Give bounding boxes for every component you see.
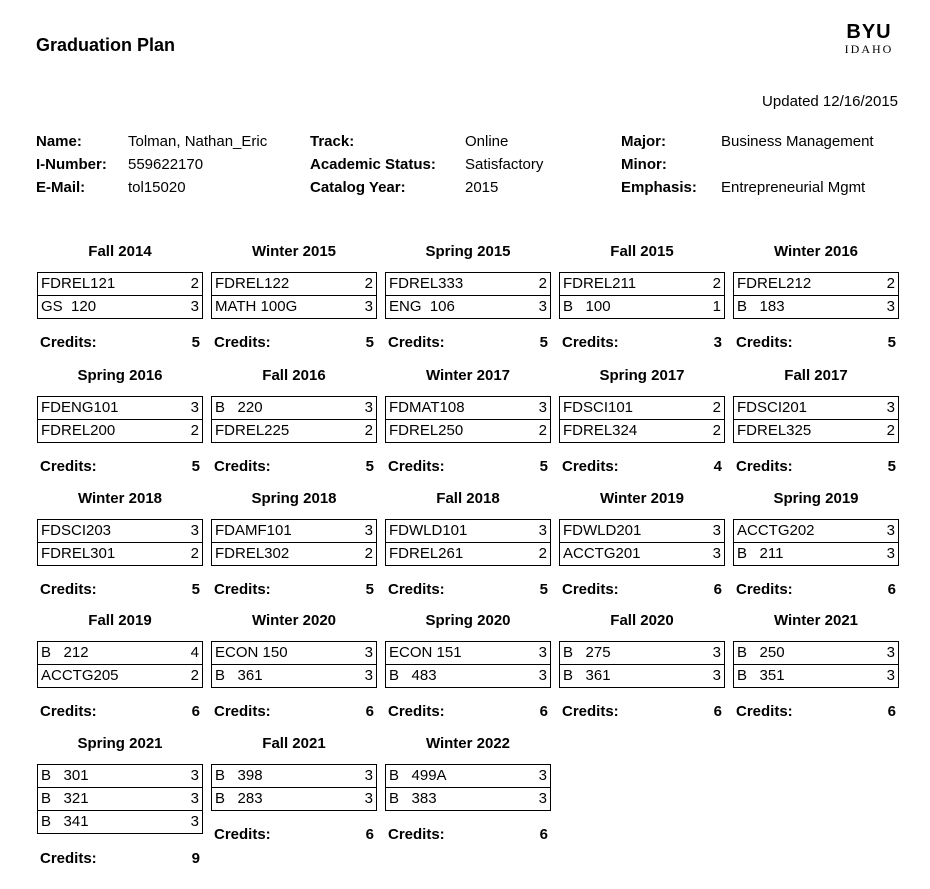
course-credits: 3 — [886, 522, 895, 539]
semester-credits — [388, 581, 548, 599]
course-credits: 3 — [538, 667, 547, 684]
course-credits: 2 — [364, 422, 373, 439]
semester-credits — [736, 581, 896, 599]
credits-label: Credits: — [214, 458, 271, 475]
course-credits: 2 — [538, 422, 547, 439]
course-credits: 3 — [886, 298, 895, 315]
semester-title: Spring 2015 — [425, 243, 511, 260]
course-row — [386, 642, 550, 664]
course-row — [734, 295, 898, 318]
course-credits: 3 — [886, 644, 895, 661]
credits-label: Credits: — [214, 581, 271, 598]
course-code: FDREL250 — [389, 422, 464, 439]
semester-credits — [214, 458, 374, 476]
credits-total: 5 — [539, 458, 548, 475]
course-list — [385, 641, 551, 688]
course-list — [385, 519, 551, 566]
course-row — [386, 295, 550, 318]
semester-title: Winter 2016 — [773, 243, 859, 260]
credits-label: Credits: — [40, 703, 97, 720]
course-credits: 3 — [190, 813, 199, 830]
info-row-emphasis — [621, 176, 874, 199]
info-row-academic-status — [310, 153, 543, 176]
course-row — [212, 520, 376, 542]
course-credits: 2 — [364, 275, 373, 292]
course-row — [212, 765, 376, 787]
semester-title: Spring 2019 — [773, 490, 859, 507]
info-label: E-Mail: — [36, 179, 86, 196]
course-row — [734, 664, 898, 687]
course-list — [733, 641, 899, 688]
credits-label: Credits: — [562, 581, 619, 598]
course-credits: 3 — [364, 767, 373, 784]
course-credits: 3 — [364, 667, 373, 684]
course-row — [386, 765, 550, 787]
course-row — [38, 810, 202, 833]
semester-credits — [562, 703, 722, 721]
semester-credits — [736, 458, 896, 476]
course-code: B 212 — [41, 644, 89, 661]
course-code: FDSCI201 — [737, 399, 808, 416]
course-credits: 3 — [538, 399, 547, 416]
course-code: ACCTG202 — [737, 522, 815, 539]
course-list — [211, 764, 377, 811]
course-code: FDREL261 — [389, 545, 464, 562]
course-code: FDREL324 — [563, 422, 638, 439]
credits-label: Credits: — [214, 703, 271, 720]
course-code: FDREL212 — [737, 275, 812, 292]
credits-label: Credits: — [562, 703, 619, 720]
course-row — [38, 273, 202, 295]
credits-label: Credits: — [736, 581, 793, 598]
course-row — [734, 397, 898, 419]
semester-title: Winter 2020 — [251, 612, 337, 629]
semester-title: Spring 2017 — [599, 367, 685, 384]
semester-title: Fall 2019 — [88, 612, 152, 629]
credits-total: 5 — [365, 334, 374, 351]
course-code: ACCTG205 — [41, 667, 119, 684]
course-row — [38, 642, 202, 664]
course-row — [560, 664, 724, 687]
course-row — [212, 787, 376, 810]
credits-total: 5 — [191, 458, 200, 475]
credits-total: 6 — [713, 581, 722, 598]
semester-credits — [562, 458, 722, 476]
info-value: Entrepreneurial Mgmt — [721, 179, 866, 196]
course-code: ACCTG201 — [563, 545, 641, 562]
course-row — [38, 520, 202, 542]
course-code: B 499A — [389, 767, 447, 784]
course-credits: 3 — [712, 667, 721, 684]
course-credits: 3 — [364, 298, 373, 315]
course-credits: 2 — [712, 275, 721, 292]
course-credits: 3 — [538, 522, 547, 539]
semester-credits — [40, 334, 200, 352]
course-credits: 2 — [712, 399, 721, 416]
credits-total: 5 — [191, 334, 200, 351]
info-label: Name: — [36, 133, 82, 150]
info-value: tol15020 — [128, 179, 186, 196]
course-credits: 3 — [712, 522, 721, 539]
course-code: B 351 — [737, 667, 785, 684]
course-code: B 183 — [737, 298, 785, 315]
course-row — [38, 664, 202, 687]
course-list — [559, 641, 725, 688]
course-list — [211, 272, 377, 319]
course-row — [734, 273, 898, 295]
student-info-column-1 — [36, 130, 267, 199]
semester-credits — [388, 703, 548, 721]
course-row — [212, 664, 376, 687]
course-credits: 2 — [886, 275, 895, 292]
info-row-minor — [621, 153, 874, 176]
info-label: I-Number: — [36, 156, 107, 173]
info-row-major — [621, 130, 874, 153]
course-credits: 2 — [190, 667, 199, 684]
info-value: 2015 — [465, 179, 499, 196]
course-list — [733, 396, 899, 443]
course-list — [385, 272, 551, 319]
credits-label: Credits: — [40, 334, 97, 351]
course-code: B 383 — [389, 790, 437, 807]
credits-total: 5 — [887, 458, 896, 475]
semester-title: Winter 2019 — [599, 490, 685, 507]
course-code: FDREL301 — [41, 545, 116, 562]
course-credits: 3 — [886, 399, 895, 416]
course-code: B 220 — [215, 399, 263, 416]
course-credits: 3 — [538, 767, 547, 784]
course-code: B 283 — [215, 790, 263, 807]
course-code: B 301 — [41, 767, 89, 784]
credits-label: Credits: — [736, 334, 793, 351]
course-list — [37, 396, 203, 443]
course-code: B 100 — [563, 298, 611, 315]
course-row — [38, 542, 202, 565]
semester-title: Winter 2021 — [773, 612, 859, 629]
course-code: MATH 100G — [215, 298, 298, 315]
info-label: Major: — [621, 133, 666, 150]
semester-title: Spring 2016 — [77, 367, 163, 384]
credits-total: 5 — [365, 458, 374, 475]
course-row — [560, 520, 724, 542]
semester-credits — [562, 334, 722, 352]
course-row — [734, 642, 898, 664]
semester-title: Fall 2014 — [88, 243, 152, 260]
credits-label: Credits: — [214, 334, 271, 351]
course-row — [560, 397, 724, 419]
semester-credits — [214, 334, 374, 352]
course-code: FDAMF101 — [215, 522, 292, 539]
course-credits: 3 — [190, 790, 199, 807]
semester-credits — [562, 581, 722, 599]
semester-title: Fall 2021 — [262, 735, 326, 752]
semester-credits — [40, 581, 200, 599]
credits-total: 6 — [887, 581, 896, 598]
info-row-inumber — [36, 153, 267, 176]
semester-title: Spring 2020 — [425, 612, 511, 629]
course-code: FDMAT108 — [389, 399, 465, 416]
course-credits: 3 — [886, 667, 895, 684]
semester-title: Fall 2017 — [784, 367, 848, 384]
course-credits: 2 — [712, 422, 721, 439]
course-row — [560, 295, 724, 318]
course-credits: 2 — [190, 545, 199, 562]
course-code: FDREL333 — [389, 275, 464, 292]
course-code: ECON 150 — [215, 644, 288, 661]
course-code: B 361 — [563, 667, 611, 684]
credits-label: Credits: — [562, 458, 619, 475]
course-credits: 2 — [190, 275, 199, 292]
credits-label: Credits: — [388, 581, 445, 598]
course-code: FDREL302 — [215, 545, 290, 562]
course-code: B 250 — [737, 644, 785, 661]
course-row — [734, 542, 898, 565]
course-list — [559, 519, 725, 566]
course-row — [212, 642, 376, 664]
course-credits: 1 — [712, 298, 721, 315]
semester-credits — [736, 703, 896, 721]
course-row — [560, 419, 724, 442]
course-credits: 3 — [190, 767, 199, 784]
course-list — [385, 764, 551, 811]
semester-title: Winter 2015 — [251, 243, 337, 260]
semester-credits — [214, 703, 374, 721]
credits-label: Credits: — [214, 826, 271, 843]
credits-total: 6 — [365, 703, 374, 720]
course-credits: 3 — [886, 545, 895, 562]
credits-total: 5 — [539, 581, 548, 598]
credits-label: Credits: — [736, 703, 793, 720]
semester-credits — [214, 826, 374, 844]
course-list — [733, 272, 899, 319]
info-label: Minor: — [621, 156, 667, 173]
updated-date: Updated 12/16/2015 — [762, 93, 898, 110]
course-list — [559, 272, 725, 319]
course-credits: 3 — [712, 644, 721, 661]
course-row — [212, 419, 376, 442]
credits-label: Credits: — [388, 703, 445, 720]
course-row — [560, 542, 724, 565]
course-row — [38, 765, 202, 787]
course-credits: 3 — [364, 399, 373, 416]
info-row-email — [36, 176, 267, 199]
info-row-catalog-year — [310, 176, 543, 199]
course-credits: 3 — [538, 790, 547, 807]
course-list — [211, 519, 377, 566]
course-code: B 341 — [41, 813, 89, 830]
course-list — [37, 764, 203, 834]
course-code: FDENG101 — [41, 399, 119, 416]
course-row — [212, 295, 376, 318]
credits-total: 5 — [887, 334, 896, 351]
credits-total: 5 — [191, 581, 200, 598]
semester-credits — [388, 334, 548, 352]
credits-label: Credits: — [388, 334, 445, 351]
credits-label: Credits: — [40, 581, 97, 598]
semester-credits — [40, 703, 200, 721]
course-code: FDREL225 — [215, 422, 290, 439]
semester-credits — [40, 850, 200, 868]
credits-total: 6 — [539, 826, 548, 843]
info-row-name — [36, 130, 267, 153]
course-row — [386, 520, 550, 542]
semester-credits — [40, 458, 200, 476]
semester-title: Fall 2015 — [610, 243, 674, 260]
course-code: FDREL211 — [563, 275, 637, 292]
logo-line-2: IDAHO — [844, 42, 894, 56]
credits-total: 6 — [191, 703, 200, 720]
course-row — [386, 397, 550, 419]
course-row — [38, 397, 202, 419]
credits-total: 6 — [887, 703, 896, 720]
course-row — [386, 542, 550, 565]
student-info-column-3 — [621, 130, 874, 199]
credits-total: 6 — [365, 826, 374, 843]
byu-idaho-logo — [838, 22, 900, 56]
course-code: GS 120 — [41, 298, 97, 315]
semester-title: Winter 2017 — [425, 367, 511, 384]
course-code: FDWLD101 — [389, 522, 468, 539]
course-list — [733, 519, 899, 566]
course-list — [37, 641, 203, 688]
semester-title: Winter 2022 — [425, 735, 511, 752]
credits-label: Credits: — [736, 458, 793, 475]
course-code: FDSCI203 — [41, 522, 112, 539]
course-row — [560, 273, 724, 295]
course-row — [212, 273, 376, 295]
course-row — [386, 787, 550, 810]
course-row — [386, 419, 550, 442]
course-row — [38, 419, 202, 442]
info-label: Academic Status: — [310, 156, 436, 173]
credits-total: 5 — [365, 581, 374, 598]
course-credits: 3 — [190, 399, 199, 416]
course-row — [734, 419, 898, 442]
semester-title: Winter 2018 — [77, 490, 163, 507]
course-credits: 3 — [364, 644, 373, 661]
course-list — [211, 641, 377, 688]
course-credits: 4 — [190, 644, 199, 661]
course-row — [560, 642, 724, 664]
info-value: Tolman, Nathan_Eric — [128, 133, 268, 150]
course-code: FDWLD201 — [563, 522, 642, 539]
course-credits: 2 — [538, 275, 547, 292]
credits-total: 5 — [539, 334, 548, 351]
course-code: ENG 106 — [389, 298, 455, 315]
course-list — [559, 396, 725, 443]
semester-credits — [388, 826, 548, 844]
course-code: ECON 151 — [389, 644, 462, 661]
course-credits: 2 — [538, 545, 547, 562]
course-list — [37, 272, 203, 319]
semester-credits — [214, 581, 374, 599]
semester-title: Fall 2020 — [610, 612, 674, 629]
info-value: Satisfactory — [465, 156, 544, 173]
course-code: B 398 — [215, 767, 263, 784]
semester-title: Spring 2018 — [251, 490, 337, 507]
course-credits: 3 — [538, 298, 547, 315]
course-code: B 361 — [215, 667, 263, 684]
course-code: FDREL121 — [41, 275, 116, 292]
course-code: B 321 — [41, 790, 89, 807]
course-row — [734, 520, 898, 542]
course-code: FDREL122 — [215, 275, 290, 292]
credits-total: 3 — [713, 334, 722, 351]
course-row — [38, 787, 202, 810]
credits-label: Credits: — [388, 826, 445, 843]
course-row — [38, 295, 202, 318]
course-credits: 3 — [190, 298, 199, 315]
course-credits: 3 — [190, 522, 199, 539]
course-code: B 483 — [389, 667, 437, 684]
course-credits: 3 — [364, 522, 373, 539]
semester-title: Fall 2018 — [436, 490, 500, 507]
credits-total: 6 — [713, 703, 722, 720]
course-code: B 275 — [563, 644, 611, 661]
course-code: FDREL200 — [41, 422, 116, 439]
semester-credits — [388, 458, 548, 476]
info-value: 559622170 — [128, 156, 204, 173]
course-credits: 2 — [190, 422, 199, 439]
course-credits: 3 — [538, 644, 547, 661]
logo-line-1: BYU — [846, 21, 892, 43]
semester-title: Spring 2021 — [77, 735, 163, 752]
semester-credits — [736, 334, 896, 352]
credits-total: 6 — [539, 703, 548, 720]
course-row — [386, 664, 550, 687]
course-credits: 2 — [364, 545, 373, 562]
course-code: FDSCI101 — [563, 399, 634, 416]
credits-label: Credits: — [562, 334, 619, 351]
course-credits: 3 — [712, 545, 721, 562]
course-credits: 2 — [886, 422, 895, 439]
info-value: Business Management — [721, 133, 874, 150]
course-code: FDREL325 — [737, 422, 812, 439]
credits-total: 4 — [713, 458, 722, 475]
course-list — [37, 519, 203, 566]
course-credits: 3 — [364, 790, 373, 807]
course-list — [211, 396, 377, 443]
course-code: B 211 — [737, 545, 784, 562]
page-title: Graduation Plan — [36, 35, 176, 55]
course-list — [385, 396, 551, 443]
course-row — [386, 273, 550, 295]
credits-total: 9 — [191, 850, 200, 867]
info-label: Catalog Year: — [310, 179, 406, 196]
info-row-track — [310, 130, 543, 153]
course-row — [212, 397, 376, 419]
info-value: Online — [465, 133, 509, 150]
credits-label: Credits: — [388, 458, 445, 475]
semester-title: Fall 2016 — [262, 367, 326, 384]
info-label: Track: — [310, 133, 355, 150]
credits-label: Credits: — [40, 458, 97, 475]
credits-label: Credits: — [40, 850, 97, 867]
info-label: Emphasis: — [621, 179, 697, 196]
student-info-column-2 — [310, 130, 543, 199]
course-row — [212, 542, 376, 565]
